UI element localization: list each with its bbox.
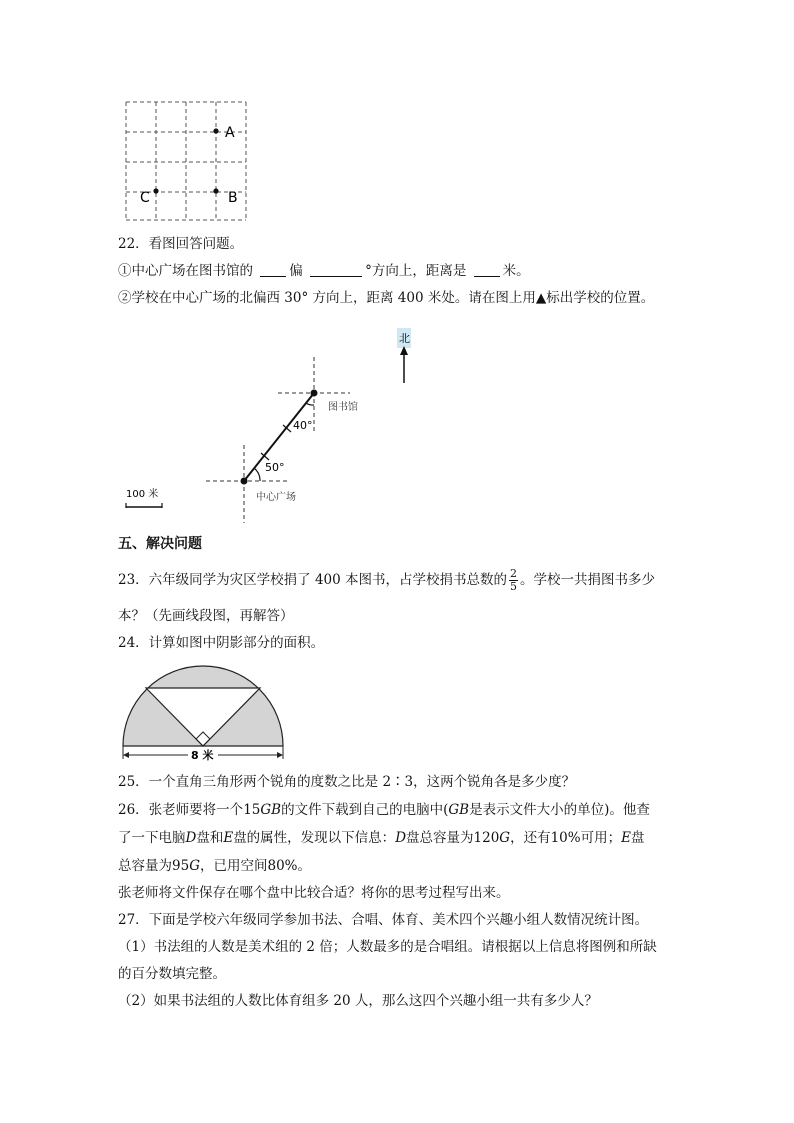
q26-l2-e: 盘的属性，发现以下信息：	[233, 830, 396, 846]
q26-l3-b: 95	[172, 858, 190, 874]
label-b: B	[228, 190, 238, 206]
fraction-two-fifths	[509, 568, 518, 593]
q22-part1	[118, 261, 530, 281]
direction-map-figure	[110, 325, 440, 525]
q27-part1-line2: 的百分数填完整。	[118, 966, 226, 982]
angle-arc-library	[306, 403, 314, 405]
dimension-arrow-right-icon	[277, 752, 283, 758]
label-a: A	[225, 125, 235, 141]
q23-text-b: 。学校一共捐图书多少	[520, 572, 656, 588]
q23-line2: 本？（先画线段图，再解答）	[118, 608, 294, 624]
point-c	[153, 188, 158, 193]
section-title: 五、解决问题	[118, 536, 202, 552]
q22-part1-text-a: ①中心广场在图书馆的	[118, 263, 253, 279]
q26-l3-d: ，已用空间	[199, 858, 268, 874]
q26-l1-b: 15	[243, 802, 261, 818]
q25-text: 25．一个直角三角形两个锐角的度数之比是 2∶3，这两个锐角各是多少度？	[118, 774, 576, 790]
q27-part1-line1: （1）书法组的人数是美术组的 2 倍；人数最多的是合唱组。请根据以上信息将图例和所缺	[118, 939, 657, 955]
q26-l2-d: E	[223, 830, 234, 846]
q26-l3-a: 总容量为	[118, 858, 172, 874]
q26-l1-a: 26．张老师要将一个	[118, 802, 244, 818]
q26-l1-c: GB	[260, 802, 282, 818]
library-label: 图书馆	[328, 402, 358, 413]
angle-50-label: 50°	[265, 461, 285, 474]
q22-part1-text-d: 米。	[502, 263, 530, 279]
q22-part2: ②学校在中心广场的北偏西 30° 方向上，距离 400 米处。请在图上用▲标出学校的位置。	[118, 290, 655, 306]
q26-l2-a: 了一下电脑	[118, 830, 186, 846]
q23-line1	[118, 566, 655, 594]
plaza-point	[241, 478, 248, 485]
q24-title: 24．计算如图中阴影部分的面积。	[118, 635, 325, 651]
q23-text-a: 23．六年级同学为灾区学校捐了 400 本图书，占学校捐书总数的	[118, 572, 508, 588]
north-label: 北	[399, 332, 410, 345]
point-a	[213, 128, 218, 133]
answer-blank-distance[interactable]	[474, 262, 500, 277]
answer-blank-angle[interactable]	[310, 262, 362, 277]
q26-l2-l: 可用；	[580, 830, 622, 846]
q26-l1-d: 的文件下载到自己的电脑中(	[281, 802, 449, 818]
q22-title: 22．看图回答问题。	[118, 236, 244, 252]
q26-l3-f: 。	[297, 858, 311, 874]
point-b	[213, 188, 218, 193]
q26-l3-c: G	[189, 858, 200, 874]
q26-l2-j: ，还有	[510, 830, 551, 846]
q27-part2: （2）如果书法组的人数比体育组多 20 人，那么这四个兴趣小组一共有多少人？	[118, 993, 598, 1009]
q26-l2-i: G	[499, 830, 511, 846]
q26-l2-n: 盘	[630, 830, 645, 846]
q26-line2	[118, 828, 644, 848]
q26-l2-m: E	[621, 830, 631, 846]
plaza-label: 中心广场	[256, 492, 296, 503]
angle-40-label: 40°	[293, 419, 313, 432]
q26-line1	[118, 800, 650, 820]
answer-blank-direction[interactable]	[260, 262, 286, 277]
point-grid-figure	[120, 98, 250, 224]
q26-l1-e: GB	[448, 802, 470, 818]
q26-l1-f: 是表示文件大小的单位)。他查	[469, 802, 650, 818]
semicircle-shaded-figure	[118, 662, 288, 764]
q26-l3-e: 80%	[267, 858, 298, 874]
fraction-denominator: 5	[510, 580, 518, 593]
q26-l2-f: D	[395, 830, 407, 846]
q26-line3	[118, 856, 311, 876]
q27-title: 27．下面是学校六年级同学参加书法、合唱、体育、美术四个兴趣小组人数情况统计图。	[118, 912, 649, 928]
scale-label: 100 米	[126, 489, 159, 500]
label-c: C	[140, 190, 150, 206]
fraction-numerator: 2	[510, 567, 518, 580]
q26-l2-k: 10%	[550, 830, 581, 846]
q22-part1-text-b: 偏	[289, 263, 303, 279]
q26-l2-b: D	[185, 830, 197, 846]
q22-part1-text-c: °方向上，距离是	[365, 263, 467, 279]
library-point	[311, 390, 318, 397]
q26-line4: 张老师将文件保存在哪个盘中比较合适？将你的思考过程写出来。	[118, 885, 510, 901]
q26-l2-c: 盘和	[196, 830, 224, 846]
dimension-label: 8 米	[191, 749, 214, 762]
q26-l2-g: 盘总容量为	[406, 830, 474, 846]
q26-l2-h: 120	[473, 830, 500, 846]
angle-arc-plaza	[254, 468, 260, 481]
dimension-arrow-left-icon	[123, 752, 129, 758]
